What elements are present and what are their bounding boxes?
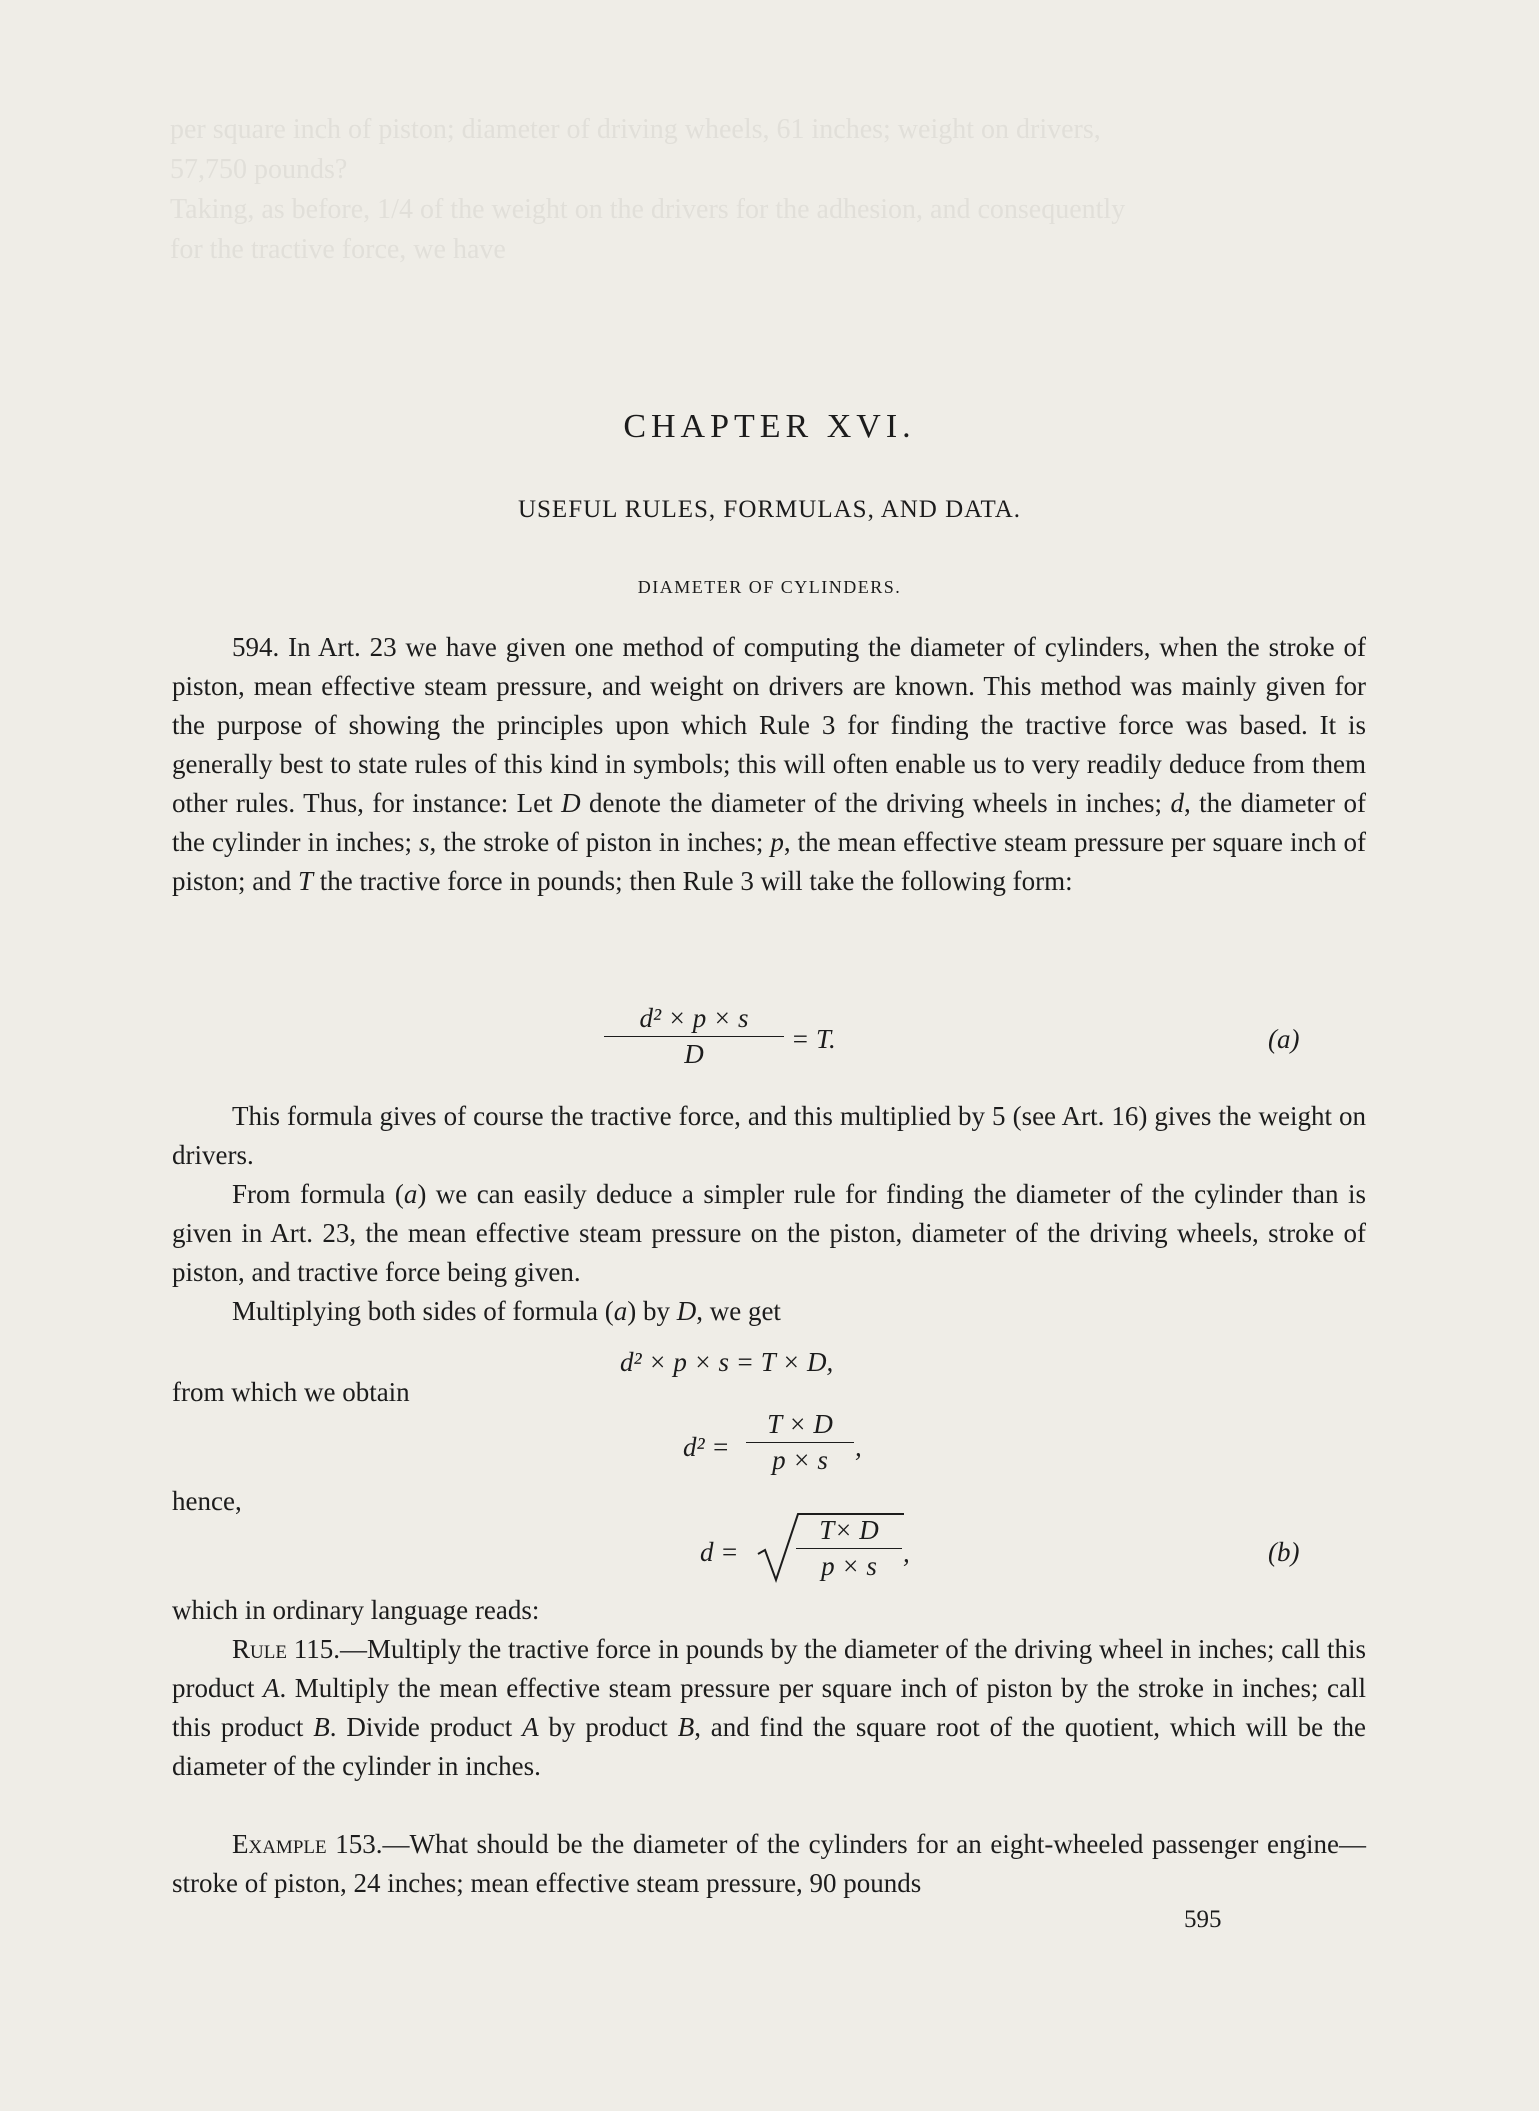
paragraph-multiplying	[172, 1292, 1366, 1331]
symbol-A: A	[522, 1712, 539, 1742]
symbol-B: B	[313, 1712, 330, 1742]
ghost-line: 57,750 pounds?	[170, 154, 348, 185]
chapter-subtitle: USEFUL RULES, FORMULAS, AND DATA.	[517, 496, 1022, 523]
text-run: , the stroke of piston in inches;	[429, 827, 771, 857]
ordinary-language-text	[172, 1591, 1366, 1630]
formula-a-label: (a)	[1268, 1024, 1300, 1054]
formula-b-numerator: T× D	[796, 1515, 902, 1549]
symbol-p: p	[770, 827, 784, 857]
formula-d2-denominator: p × s	[772, 1445, 828, 1475]
formula-d2-lhs: d² =	[683, 1432, 730, 1462]
text-run: From formula (	[232, 1179, 404, 1209]
text-run: 115.—Multiply the tractive force in pounds by the diameter of the driving wheel in inches; call this product	[172, 1634, 1366, 1703]
example-153	[172, 1825, 1366, 1903]
formula-a-fraction	[604, 1003, 784, 1070]
symbol-B: B	[677, 1712, 695, 1742]
text-run: Multiplying both sides of formula (	[232, 1296, 614, 1326]
paragraph-deduce	[172, 1175, 1366, 1292]
text-run: the tractive force in pounds; then Rule 3 will take the following form:	[313, 866, 1073, 896]
paragraph-594	[172, 628, 1366, 901]
text-run: , the mean effective steam pressure per square inch of piston; and	[172, 827, 1366, 896]
text-run: which in ordinary language reads:	[172, 1595, 540, 1625]
text-run: , and find the square root of the quotient, which will be the diameter of the cylinder in inches.	[172, 1712, 1367, 1781]
paragraph-tractive	[172, 1097, 1366, 1175]
text-run: 153.—What should be the diameter of the cylinders for an eight-wheeled passenger engine—stroke of piston, 24 inches; mean effective steam pressure, 90 pounds	[172, 1829, 1366, 1898]
formula-a-numerator: d² × p × s	[604, 1003, 784, 1037]
formula-b-lhs: d =	[700, 1537, 739, 1567]
symbol-a: a	[613, 1296, 628, 1326]
formula-b-comma: ,	[903, 1538, 910, 1568]
text-run: ) we can easily deduce a simpler rule for finding the diameter of the cylinder than is given in Art. 23, the mean effective steam pressure on the piston, diameter of the driving wheels, stroke of piston, and tractive force being given.	[172, 1179, 1366, 1287]
hence-text: hence,	[172, 1486, 242, 1516]
text-run: , the diameter of the cylinder in inches;	[172, 788, 1366, 857]
text-run: denote the diameter of the driving wheels in inches;	[580, 788, 1171, 818]
formula-multiplied: d² × p × s = T × D,	[620, 1347, 834, 1377]
rule-label: Rule	[232, 1634, 287, 1664]
text-run: , we get	[696, 1296, 781, 1326]
formula-b-label: (b)	[1268, 1537, 1300, 1567]
symbol-T: T	[298, 866, 314, 896]
text-run: This formula gives of course the tractive force, and this multiplied by 5 (see Art. 16) gives the weight on drivers.	[172, 1101, 1366, 1170]
text-run: ) by	[627, 1296, 677, 1326]
page-number: 595	[1184, 1906, 1222, 1933]
formula-d2-comma: ,	[855, 1432, 862, 1462]
symbol-d: d	[1170, 788, 1184, 818]
symbol-s: s	[419, 827, 430, 857]
formula-b-fraction	[796, 1515, 902, 1582]
symbol-A: A	[262, 1673, 280, 1703]
rule-115	[172, 1630, 1366, 1786]
text-run: . Divide product	[329, 1712, 523, 1742]
chapter-title: CHAPTER XVI.	[623, 408, 916, 445]
text-run: . Multiply the mean effective steam pressure per square inch of piston by the stroke in inches; call this product	[172, 1673, 1366, 1742]
from-which-text: from which we obtain	[172, 1377, 410, 1407]
text-run: 594. In Art. 23 we have given one method of computing the diameter of cylinders, when the stroke of piston, mean effective steam pressure, and weight on drivers are known. This method was mainly given for the purpose of showing the principles upon which Rule 3 for finding the tractive force was based. It is generally best to state rules of this kind in symbols; this will often enable us to very readily deduce from them other rules. Thus, for instance: Let	[172, 632, 1366, 818]
text-run: by product	[538, 1712, 678, 1742]
ghost-line: per square inch of piston; diameter of driving wheels, 61 inches; weight on drivers,	[170, 114, 1101, 145]
ghost-line: Taking, as before, 1/4 of the weight on the drivers for the adhesion, and consequently	[170, 194, 1126, 225]
symbol-D: D	[676, 1296, 697, 1326]
formula-d2-fraction	[746, 1409, 854, 1476]
formula-d2-numerator: T × D	[746, 1409, 854, 1443]
symbol-D: D	[561, 788, 581, 818]
section-title: DIAMETER OF CYLINDERS.	[637, 577, 902, 597]
formula-b-denominator: p × s	[821, 1551, 877, 1581]
example-label: Example	[232, 1829, 327, 1859]
bleed-through-text	[170, 110, 1370, 270]
ghost-line: for the tractive force, we have	[170, 234, 506, 265]
symbol-a: a	[403, 1179, 418, 1209]
formula-a-rhs: = T.	[791, 1024, 836, 1054]
formula-a-denominator: D	[684, 1039, 704, 1069]
